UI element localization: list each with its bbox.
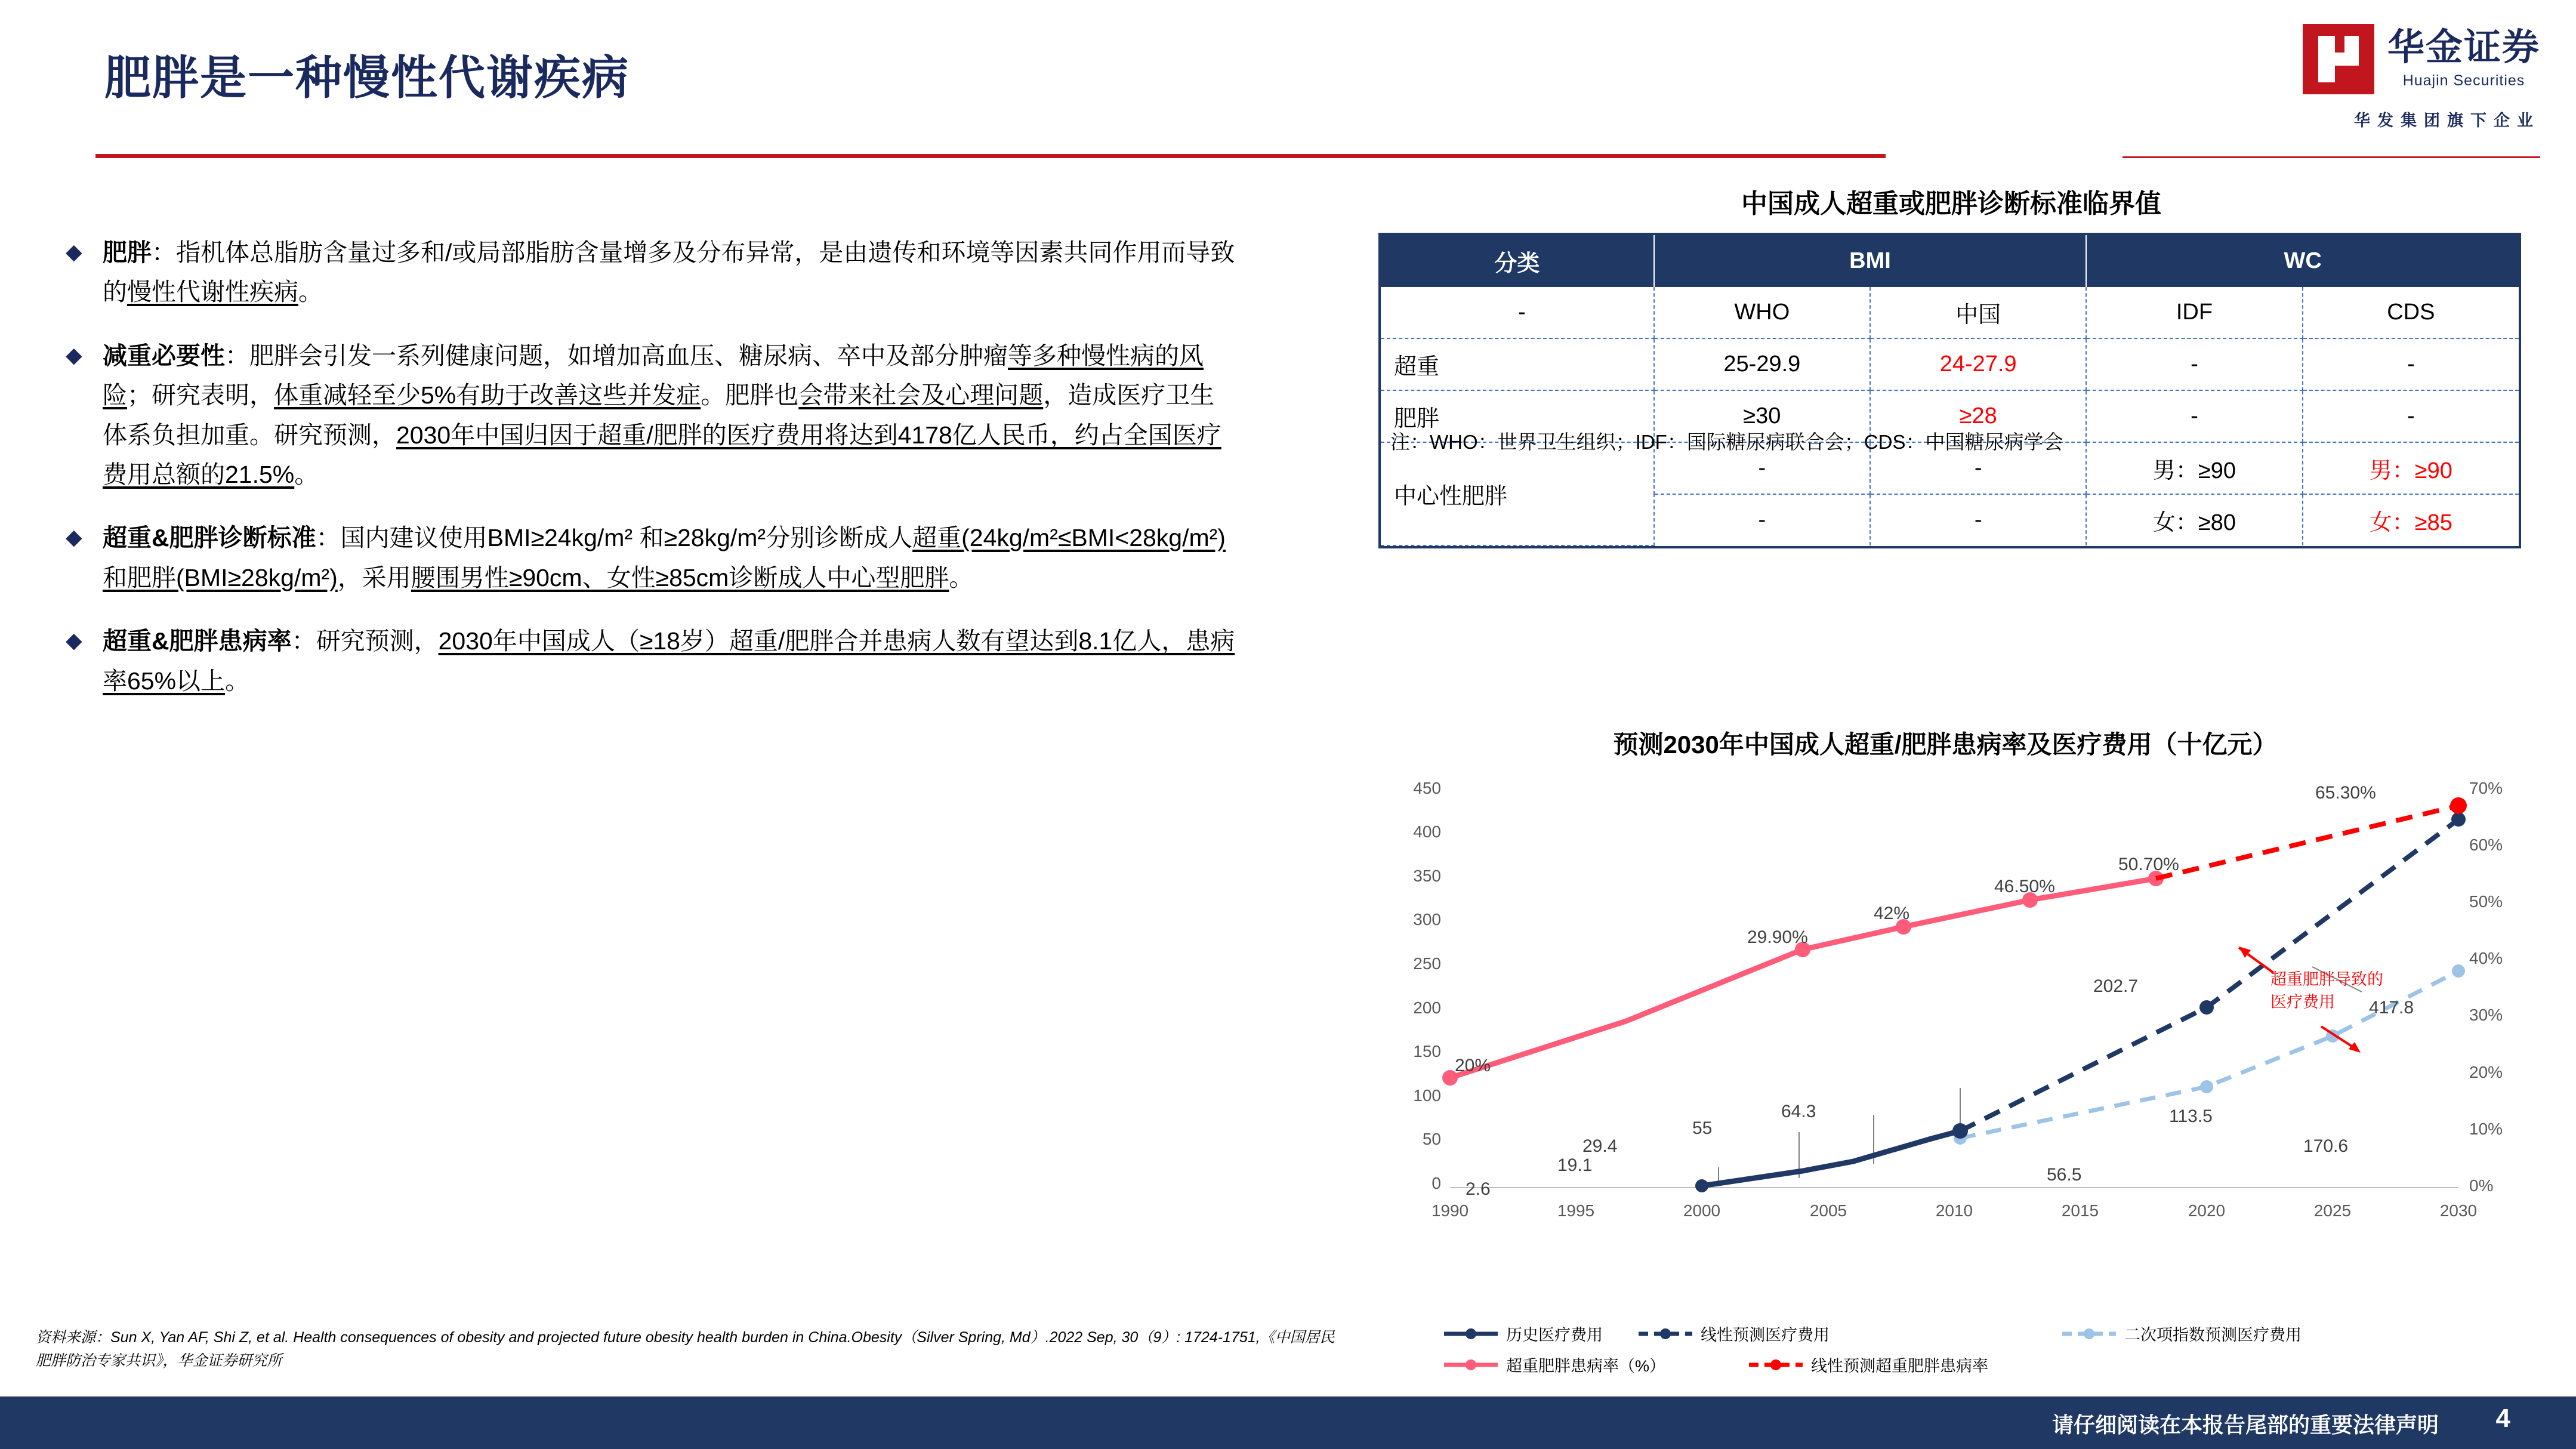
cell: 男：≥90 — [2303, 442, 2519, 494]
legend-row-2 — [1444, 1353, 2536, 1376]
legend-swatch-icon — [1444, 1358, 1498, 1371]
svg-text:60%: 60% — [2469, 836, 2503, 854]
svg-text:超重肥胖导致的: 超重肥胖导致的 — [2270, 970, 2383, 988]
svg-text:170.6: 170.6 — [2303, 1136, 2349, 1156]
svg-text:50%: 50% — [2469, 892, 2503, 911]
cell: 24-27.9 — [1870, 338, 2086, 390]
legend-item-linear-prevalence — [1749, 1353, 1988, 1376]
bullet-content: 肥胖：指机体总脂肪含量过多和/或局部脂肪含量增多及分布异常，是由遗传和环境等因素共同作用而导致的慢性代谢性疾病。 — [103, 239, 1235, 306]
cell: CDS — [2303, 287, 2519, 338]
bullet-list — [66, 233, 1235, 724]
cell: - — [2086, 390, 2302, 442]
cell: - — [1654, 494, 1870, 545]
svg-text:40%: 40% — [2469, 949, 2503, 967]
table-row — [1381, 287, 2519, 338]
cell: - — [1381, 287, 1654, 338]
bullet-content: 超重&肥胖患病率：研究预测，2030年中国成人（≥18岁）超重/肥胖合并患病人数有望达到8.1亿人，患病率65%以上。 — [103, 627, 1235, 695]
logo-text-en: Huajin Securities — [2402, 72, 2525, 89]
svg-text:29.4: 29.4 — [1582, 1136, 1618, 1156]
svg-text:450: 450 — [1413, 779, 1441, 797]
svg-text:2.6: 2.6 — [1466, 1179, 1491, 1199]
chart-title: 预测2030年中国成人超重/肥胖患病率及医疗费用（十亿元） — [1613, 730, 2278, 759]
row-label: 中心性肥胖 — [1381, 442, 1654, 545]
th-wc: WC — [2086, 235, 2519, 287]
cell: - — [2086, 338, 2302, 390]
cell: WHO — [1654, 287, 1870, 338]
cell: - — [1870, 494, 2086, 545]
svg-text:56.5: 56.5 — [2047, 1165, 2082, 1185]
svg-text:0%: 0% — [2469, 1176, 2494, 1195]
list-item — [66, 621, 1235, 701]
svg-text:2005: 2005 — [1809, 1201, 1847, 1220]
legal-notice: 请仔细阅读在本报告尾部的重要法律声明 — [2051, 1413, 2439, 1437]
legend-swatch-icon — [1639, 1327, 1692, 1340]
forecast-chart — [1361, 770, 2548, 1295]
cell: 中国 — [1870, 287, 2086, 338]
svg-text:2020: 2020 — [2188, 1201, 2226, 1220]
legend-item-prevalence — [1444, 1353, 1665, 1376]
table-row — [1381, 338, 2519, 390]
svg-text:19.1: 19.1 — [1557, 1155, 1593, 1175]
logo-subtitle: 华发集团旗下企业 — [2354, 112, 2540, 130]
th-bmi: BMI — [1654, 235, 2087, 287]
logo-divider — [2122, 156, 2540, 158]
svg-text:417.8: 417.8 — [2369, 998, 2414, 1018]
bullet-label: 肥胖 — [103, 239, 152, 266]
bullet-label: 超重&肥胖患病率 — [103, 627, 292, 655]
legend-label: 二次项指数预测医疗费用 — [2124, 1326, 2302, 1344]
list-item — [66, 518, 1235, 597]
legend-item-quadratic-cost — [2062, 1322, 2302, 1345]
svg-text:29.90%: 29.90% — [1747, 927, 1808, 947]
svg-text:150: 150 — [1413, 1042, 1441, 1060]
cell: ≥28 — [1870, 390, 2086, 442]
table-title: 中国成人超重或肥胖诊断标准临界值 — [1741, 189, 2161, 218]
svg-text:350: 350 — [1413, 867, 1441, 885]
svg-text:1995: 1995 — [1557, 1201, 1595, 1220]
svg-text:65.30%: 65.30% — [2315, 783, 2376, 803]
svg-text:50: 50 — [1422, 1130, 1441, 1148]
diamond-bullet-icon: ◆ — [66, 342, 82, 367]
cell: 女：≥80 — [2086, 494, 2302, 545]
svg-text:30%: 30% — [2469, 1006, 2503, 1024]
svg-text:200: 200 — [1413, 998, 1441, 1017]
cell: - — [1870, 442, 2086, 494]
th-category: 分类 — [1381, 235, 1654, 287]
legend-item-linear-cost — [1639, 1322, 1830, 1345]
cell: - — [2303, 390, 2519, 442]
title-underline — [95, 154, 1886, 158]
svg-text:202.7: 202.7 — [2093, 976, 2139, 996]
svg-text:64.3: 64.3 — [1781, 1102, 1816, 1121]
svg-text:2015: 2015 — [2061, 1201, 2099, 1220]
svg-text:2010: 2010 — [1935, 1201, 1973, 1220]
cell: ≥30 — [1654, 390, 1870, 442]
cell: 女：≥85 — [2369, 510, 2452, 535]
legend-label: 超重肥胖患病率（%） — [1506, 1357, 1666, 1375]
svg-text:46.50%: 46.50% — [1994, 877, 2055, 896]
table-header-row — [1381, 235, 2519, 287]
chart-legend — [1444, 1322, 2536, 1384]
cell: IDF — [2086, 287, 2302, 338]
page-title: 肥胖是一种慢性代谢疾病 — [104, 51, 630, 104]
legend-row-1 — [1444, 1322, 2536, 1345]
source-note: 资料来源：Sun X, Yan AF, Shi Z, et al. Health consequences of obesity and projected future obesity health burden in China.Obesity（Silver Spring, Md）.2022 Sep, 30（9）: 1724-1751,《中国居民肥胖防治专家共识》，华金证券研究所 — [36, 1329, 1335, 1369]
cell: - — [2303, 338, 2519, 390]
svg-text:10%: 10% — [2469, 1120, 2503, 1138]
legend-label: 线性预测医疗费用 — [1701, 1326, 1830, 1344]
cell: - — [1654, 442, 1870, 494]
diamond-bullet-icon: ◆ — [66, 628, 82, 653]
svg-text:1990: 1990 — [1431, 1201, 1469, 1220]
svg-text:400: 400 — [1413, 822, 1441, 841]
row-label: 肥胖 — [1381, 390, 1654, 442]
cell: 25-29.9 — [1654, 338, 1870, 390]
svg-text:20%: 20% — [1455, 1056, 1491, 1075]
bullet-content: 超重&肥胖诊断标准：国内建议使用BMI≥24kg/m² 和≥28kg/m²分别诊断成人超重(24kg/m²≤BMI<28kg/m²)和肥胖(BMI≥28kg/m²)，采用腰围男性≥90cm、女性≥85cm诊断成人中心型肥胖。 — [103, 524, 1226, 591]
page-number: 4 — [2495, 1404, 2510, 1433]
logo-text-cn: 华金证券 — [2387, 26, 2540, 68]
svg-text:113.5: 113.5 — [2169, 1106, 2213, 1126]
brand-logo — [2122, 24, 2540, 143]
huajin-logo-icon — [2303, 24, 2374, 94]
legend-swatch-icon — [2062, 1327, 2116, 1340]
table-note: 注：WHO：世界卫生组织；IDF：国际糖尿病联合会；CDS：中国糖尿病学会 — [1390, 431, 2063, 453]
legend-item-history-cost — [1444, 1322, 1603, 1345]
legend-swatch-icon — [1444, 1327, 1498, 1340]
legend-swatch-icon — [1749, 1358, 1803, 1371]
diagnosis-criteria-table — [1378, 233, 2521, 548]
svg-text:55: 55 — [1692, 1118, 1713, 1138]
svg-text:2000: 2000 — [1683, 1201, 1721, 1220]
diamond-bullet-icon: ◆ — [66, 239, 82, 264]
cell: 男：≥90 — [2086, 442, 2302, 494]
svg-text:0: 0 — [1432, 1174, 1441, 1192]
list-item — [66, 233, 1235, 312]
svg-text:20%: 20% — [2469, 1063, 2503, 1081]
bullet-content: 减重必要性：肥胖会引发一系列健康问题，如增加高血压、糖尿病、卒中及部分肿瘤等多种慢性病的风险；研究表明，体重减轻至少5%有助于改善这些并发症。肥胖也会带来社会及心理问题，造成医疗卫生体系负担加重。研究预测，2030年中国归因于超重/肥胖的医疗费用将达到4178亿人民币，约占全国医疗费用总额的21.5%。 — [103, 341, 1221, 489]
svg-text:300: 300 — [1413, 910, 1441, 929]
row-label: 超重 — [1381, 338, 1654, 390]
legend-label: 线性预测超重肥胖患病率 — [1811, 1357, 1989, 1375]
legend-label: 历史医疗费用 — [1506, 1326, 1603, 1344]
svg-text:250: 250 — [1413, 954, 1441, 973]
bullet-label: 超重&肥胖诊断标准 — [103, 524, 316, 552]
list-item — [66, 336, 1235, 495]
svg-text:医疗费用: 医疗费用 — [2270, 993, 2335, 1011]
svg-text:2030: 2030 — [2439, 1201, 2478, 1220]
bullet-label: 减重必要性 — [103, 341, 225, 369]
logo-row — [2303, 24, 2540, 94]
svg-text:70%: 70% — [2469, 779, 2503, 797]
diamond-bullet-icon: ◆ — [66, 525, 82, 550]
svg-text:2025: 2025 — [2313, 1201, 2352, 1220]
svg-text:100: 100 — [1413, 1086, 1441, 1105]
svg-text:50.70%: 50.70% — [2118, 855, 2179, 874]
svg-text:42%: 42% — [1874, 904, 1910, 923]
